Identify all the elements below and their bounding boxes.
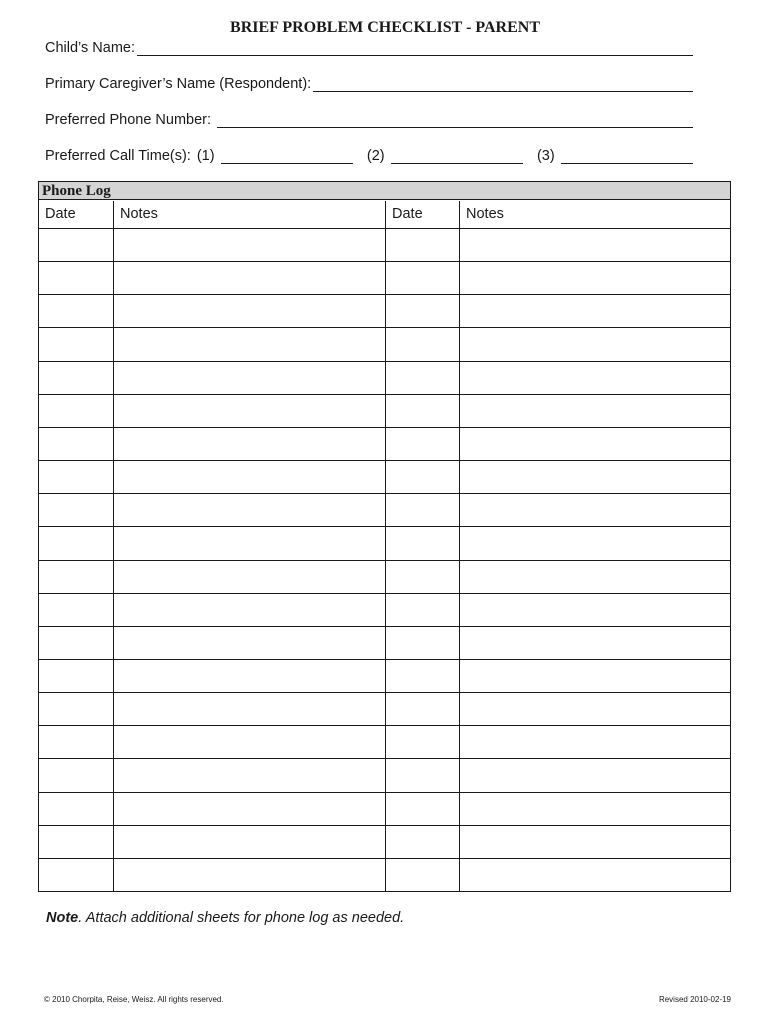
phone-log-date-cell[interactable] [386,627,459,659]
phone-log-date-cell[interactable] [386,793,459,825]
phone-log-date-cell[interactable] [386,726,459,758]
phone-log-date-cell[interactable] [39,726,113,758]
phone-log-notes-cell[interactable] [114,494,385,526]
phone-log-notes-cell[interactable] [460,262,730,294]
phone-log-date-cell[interactable] [39,461,113,493]
phone-number-field[interactable] [45,108,693,128]
phone-log-date-cell[interactable] [39,328,113,360]
phone-log-notes-cell[interactable] [114,693,385,725]
phone-log-date-cell[interactable] [386,594,459,626]
revised-date-footer: Revised 2010-02-19 [658,995,731,1004]
phone-log-date-cell[interactable] [39,660,113,692]
column-header-notes-2: Notes [466,206,504,222]
phone-log-notes-cell[interactable] [114,262,385,294]
note-body: . Attach additional sheets for phone log as needed. [78,910,405,926]
phone-log-notes-cell[interactable] [114,428,385,460]
phone-log-date-cell[interactable] [386,826,459,858]
phone-log-date-cell[interactable] [386,428,459,460]
phone-log-date-cell[interactable] [386,527,459,559]
copyright-footer: © 2010 Chorpita, Reise, Weisz. All rights reserved. [44,995,224,1004]
column-header-notes-1: Notes [120,206,158,222]
phone-log-notes-cell[interactable] [460,494,730,526]
phone-log-date-cell[interactable] [39,295,113,327]
phone-log-notes-cell[interactable] [460,594,730,626]
phone-log-date-cell[interactable] [386,693,459,725]
phone-log-date-cell[interactable] [39,627,113,659]
phone-log-notes-cell[interactable] [114,229,385,261]
phone-log-date-cell[interactable] [386,262,459,294]
phone-log-date-cell[interactable] [386,362,459,394]
phone-log-notes-cell[interactable] [460,295,730,327]
phone-log-date-cell[interactable] [386,660,459,692]
phone-log-notes-cell[interactable] [114,826,385,858]
phone-log-notes-cell[interactable] [114,561,385,593]
call-times-label: Preferred Call Time(s): [45,148,191,164]
note-bold-label: Note [46,910,79,926]
phone-log-notes-cell[interactable] [114,295,385,327]
call-time-1-label: (1) [196,148,215,164]
phone-log-notes-cell[interactable] [114,726,385,758]
phone-log-notes-cell[interactable] [114,660,385,692]
phone-log-notes-cell[interactable] [114,328,385,360]
phone-log-date-cell[interactable] [39,527,113,559]
phone-log-date-cell[interactable] [386,229,459,261]
phone-log-notes-cell[interactable] [460,726,730,758]
phone-log-notes-cell[interactable] [460,328,730,360]
phone-log-notes-cell[interactable] [114,461,385,493]
phone-log-date-cell[interactable] [386,494,459,526]
phone-log-notes-cell[interactable] [460,527,730,559]
caregiver-name-input-line[interactable] [313,77,693,92]
phone-log-notes-cell[interactable] [460,362,730,394]
phone-log-date-cell[interactable] [39,826,113,858]
note-text [46,910,404,926]
column-header-date-2: Date [392,206,423,222]
phone-log-date-cell[interactable] [386,561,459,593]
phone-log-notes-cell[interactable] [114,793,385,825]
child-name-input-line[interactable] [137,41,693,56]
call-time-2-input-line[interactable] [391,149,523,164]
phone-log-date-cell[interactable] [386,461,459,493]
phone-log-notes-cell[interactable] [460,859,730,891]
call-time-2-label: (2) [366,148,385,164]
phone-log-date-cell[interactable] [39,594,113,626]
phone-log-notes-cell[interactable] [460,660,730,692]
phone-log-date-cell[interactable] [39,395,113,427]
phone-log-notes-cell[interactable] [460,759,730,791]
phone-number-input-line[interactable] [217,113,693,128]
phone-log-date-cell[interactable] [386,295,459,327]
call-times-field [45,144,693,164]
phone-log-date-cell[interactable] [39,262,113,294]
phone-log-notes-cell[interactable] [114,627,385,659]
phone-log-date-cell[interactable] [39,759,113,791]
phone-log-notes-cell[interactable] [460,826,730,858]
phone-log-notes-cell[interactable] [114,362,385,394]
phone-log-notes-cell[interactable] [114,594,385,626]
phone-log-notes-cell[interactable] [114,859,385,891]
phone-log-date-cell[interactable] [39,561,113,593]
caregiver-name-label: Primary Caregiver’s Name (Respondent): [45,76,312,92]
phone-log-date-cell[interactable] [386,395,459,427]
phone-log-notes-cell[interactable] [460,793,730,825]
call-time-3-label: (3) [536,148,555,164]
phone-log-date-cell[interactable] [39,793,113,825]
phone-log-notes-cell[interactable] [460,561,730,593]
phone-log-notes-cell[interactable] [114,527,385,559]
phone-log-table [38,181,731,892]
phone-log-notes-cell[interactable] [114,759,385,791]
phone-log-date-cell[interactable] [39,428,113,460]
call-time-3-input-line[interactable] [561,149,693,164]
phone-log-date-cell[interactable] [386,328,459,360]
phone-log-title: Phone Log [39,182,730,200]
phone-log-date-cell[interactable] [39,362,113,394]
phone-log-date-cell[interactable] [39,859,113,891]
phone-log-notes-cell[interactable] [460,395,730,427]
phone-log-notes-cell[interactable] [460,693,730,725]
phone-log-date-cell[interactable] [386,759,459,791]
phone-log-notes-cell[interactable] [460,229,730,261]
phone-log-date-cell[interactable] [386,859,459,891]
page-title: BRIEF PROBLEM CHECKLIST - PARENT [230,19,540,36]
column-header-date-1: Date [45,206,76,222]
phone-log-notes-cell[interactable] [114,395,385,427]
phone-log-notes-cell[interactable] [460,461,730,493]
phone-log-date-cell[interactable] [39,229,113,261]
phone-log-date-cell[interactable] [39,494,113,526]
child-name-label: Child’s Name: [45,40,135,56]
phone-log-date-cell[interactable] [39,693,113,725]
child-name-field[interactable] [45,36,693,56]
phone-log-notes-cell[interactable] [460,627,730,659]
phone-number-label: Preferred Phone Number: [45,112,212,128]
phone-log-notes-cell[interactable] [460,428,730,460]
caregiver-name-field[interactable] [45,72,693,92]
call-time-1-input-line[interactable] [221,149,353,164]
